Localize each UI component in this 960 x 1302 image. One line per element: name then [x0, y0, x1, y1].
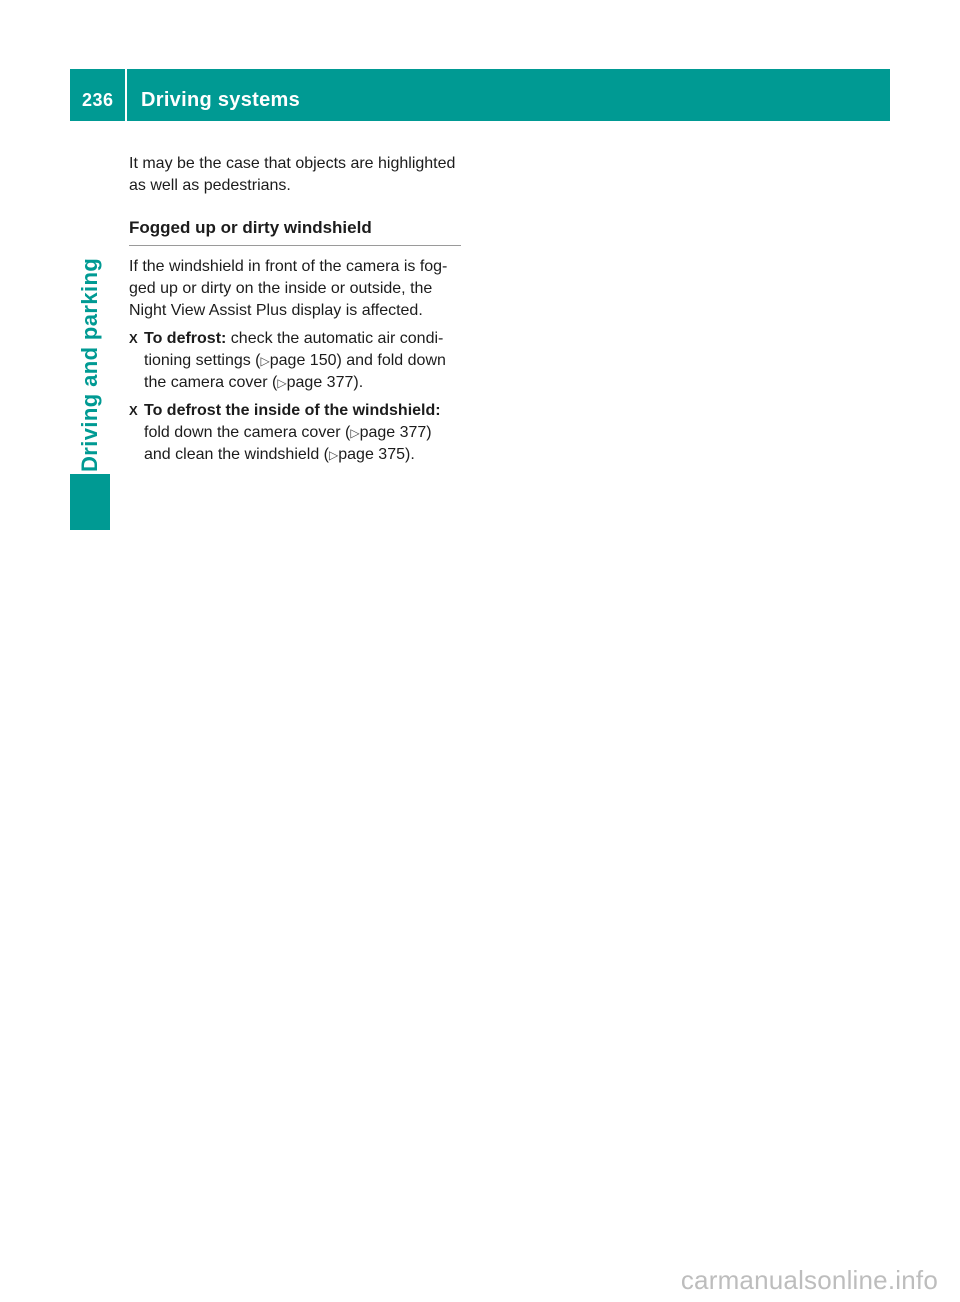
step-text: ) and fold down [336, 352, 446, 369]
step-text: ). [404, 446, 415, 463]
step-text: check the automatic air condi- [226, 330, 444, 347]
instruction-step-defrost [129, 328, 461, 394]
instruction-step-defrost-inside [129, 400, 461, 466]
step-text: fold down the camera cover ( [144, 424, 351, 441]
page-ref-arrow-icon: ▷ [277, 376, 287, 390]
step-text: and clean the windshield ( [144, 446, 330, 463]
step-arrow-icon: X [129, 403, 138, 418]
page-number: 236 [82, 90, 114, 110]
header-divider [125, 69, 127, 121]
side-tab-marker [70, 474, 110, 530]
step-text: ). [353, 374, 364, 391]
page-reference-link[interactable]: page 150 [269, 352, 337, 369]
step-label: To defrost the inside of the windshield: [144, 402, 441, 419]
step-label: To defrost: [144, 330, 227, 347]
body-paragraph [129, 256, 461, 322]
page-reference-link[interactable]: page 375 [338, 446, 405, 463]
page-reference-link[interactable]: page 377 [359, 424, 427, 441]
body-line: Night View Assist Plus display is affected. [129, 302, 423, 319]
watermark: carmanualsonline.info [680, 1265, 938, 1295]
page-reference-link[interactable]: page 377 [286, 374, 354, 391]
section-title: Driving systems [141, 89, 301, 111]
body-line: If the windshield in front of the camera is fog- [129, 258, 448, 275]
page-ref-arrow-icon: ▷ [350, 426, 360, 440]
subheading: Fogged up or dirty windshield [129, 217, 461, 246]
page-ref-arrow-icon: ▷ [329, 448, 339, 462]
intro-line: It may be the case that objects are highlighted [129, 155, 456, 172]
step-text: the camera cover ( [144, 374, 278, 391]
step-arrow-icon: X [129, 331, 138, 346]
step-text: tioning settings ( [144, 352, 261, 369]
intro-line: as well as pedestrians. [129, 177, 291, 194]
page-content [129, 153, 461, 472]
side-tab-label: Driving and parking [77, 257, 102, 472]
page-ref-arrow-icon: ▷ [260, 354, 270, 368]
body-line: ged up or dirty on the inside or outside, the [129, 280, 433, 297]
intro-paragraph [129, 153, 461, 197]
step-text: ) [426, 424, 432, 441]
